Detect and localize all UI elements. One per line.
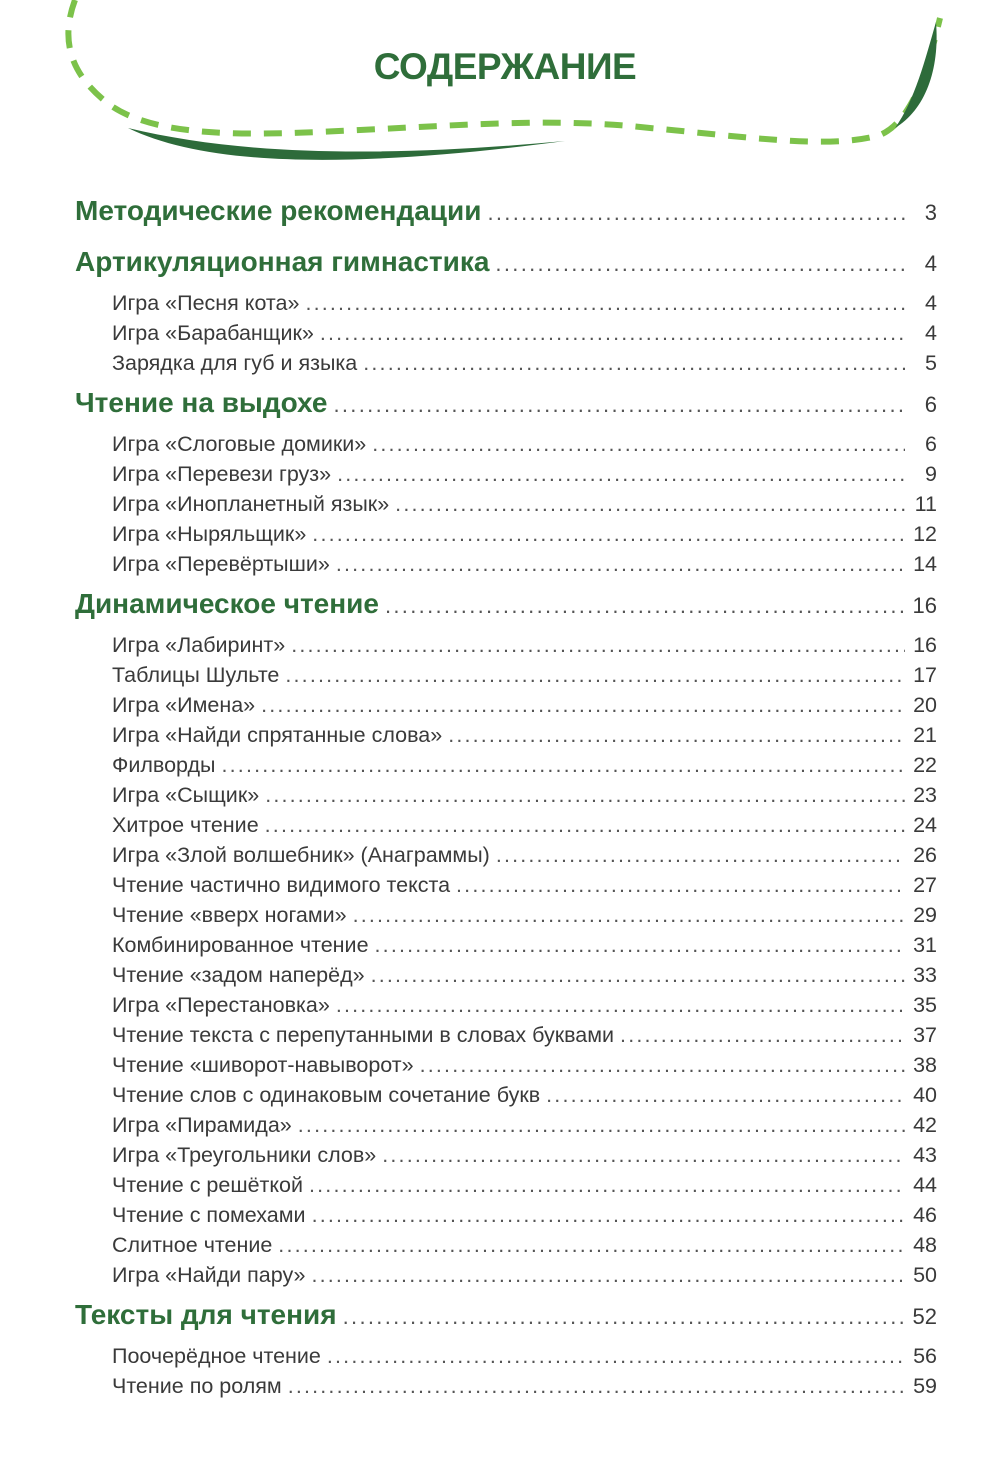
- entry-title: Игра «Треугольники слов»: [112, 1143, 377, 1167]
- page-number: 24: [913, 813, 937, 837]
- section-title: Артикуляционная гимнастика: [75, 246, 490, 277]
- page-number: 42: [913, 1113, 937, 1137]
- page-number: 21: [913, 723, 937, 747]
- dot-leader: [456, 873, 905, 898]
- table-of-contents: [0, 195, 1000, 1404]
- toc-entry[interactable]: [112, 321, 937, 351]
- dot-leader: [375, 933, 905, 958]
- page-number: 16: [913, 633, 937, 657]
- page-number: 14: [913, 552, 937, 576]
- toc-section-heading[interactable]: [75, 1299, 937, 1344]
- dot-leader: [312, 522, 905, 547]
- entry-title: Игра «Слоговые домики»: [112, 432, 367, 456]
- dot-leader: [298, 1113, 905, 1138]
- entry-title: Филворды: [112, 753, 216, 777]
- page-number: 11: [914, 492, 937, 516]
- page-number: 33: [913, 963, 937, 987]
- dot-leader: [448, 723, 905, 748]
- toc-entry[interactable]: [112, 723, 937, 753]
- entry-title: Игра «Перевези груз»: [112, 462, 332, 486]
- toc-entry[interactable]: [112, 783, 937, 813]
- page-number: 50: [913, 1263, 937, 1287]
- toc-entry[interactable]: [112, 1203, 937, 1233]
- entry-title: Чтение «шиворот-навыворот»: [112, 1053, 414, 1077]
- dot-leader: [309, 1173, 905, 1198]
- toc-section: [0, 1299, 1000, 1404]
- entry-title: Игра «Ныряльщик»: [112, 522, 307, 546]
- toc-entry[interactable]: [112, 1143, 937, 1173]
- page-number: 4: [924, 251, 937, 276]
- entry-title: Таблицы Шульте: [112, 663, 280, 687]
- toc-entry[interactable]: [112, 291, 937, 321]
- toc-entry[interactable]: [112, 1053, 937, 1083]
- toc-entry[interactable]: [112, 993, 937, 1023]
- dot-leader: [327, 1344, 905, 1369]
- toc-entry[interactable]: [112, 753, 937, 783]
- dot-leader: [285, 663, 905, 688]
- page-number: 20: [913, 693, 937, 717]
- page-number: 16: [912, 593, 937, 618]
- entry-title: Чтение по ролям: [112, 1374, 282, 1398]
- page-number: 59: [913, 1374, 937, 1398]
- page-number: 6: [925, 432, 937, 456]
- entry-title: Чтение с помехами: [112, 1203, 306, 1227]
- page-number: 9: [925, 462, 937, 486]
- dot-leader: [382, 1143, 905, 1168]
- page-number: 38: [913, 1053, 937, 1077]
- dot-leader: [343, 1304, 905, 1330]
- page-number: 43: [913, 1143, 937, 1167]
- entry-title: Комбинированное чтение: [112, 933, 369, 957]
- dot-leader: [620, 1023, 905, 1048]
- entry-title: Хитрое чтение: [112, 813, 259, 837]
- entry-title: Игра «Барабанщик»: [112, 321, 314, 345]
- toc-entry[interactable]: [112, 462, 937, 492]
- page-number: 22: [913, 753, 937, 777]
- section-title: Тексты для чтения: [75, 1299, 337, 1330]
- toc-entry[interactable]: [112, 1233, 937, 1263]
- toc-section: [0, 195, 1000, 240]
- toc-section-heading[interactable]: [75, 195, 937, 240]
- dot-leader: [371, 963, 905, 988]
- toc-section-heading[interactable]: [75, 588, 937, 633]
- page-number: 26: [913, 843, 937, 867]
- dot-leader: [312, 1203, 905, 1228]
- entry-title: Игра «Инопланетный язык»: [112, 492, 390, 516]
- entry-title: Игра «Сыщик»: [112, 783, 260, 807]
- page-number: 4: [925, 291, 937, 315]
- section-title: Методические рекомендации: [75, 195, 482, 226]
- entry-title: Игра «Пирамида»: [112, 1113, 292, 1137]
- toc-entry[interactable]: [112, 663, 937, 693]
- page-number: 29: [913, 903, 937, 927]
- page-number: 12: [913, 522, 937, 546]
- dot-leader: [372, 432, 905, 457]
- toc-entry[interactable]: [112, 351, 937, 381]
- dot-leader: [333, 392, 905, 418]
- entry-title: Игра «Злой волшебник» (Анаграммы): [112, 843, 490, 867]
- entry-title: Чтение «задом наперёд»: [112, 963, 365, 987]
- toc-entry[interactable]: [112, 1263, 937, 1293]
- toc-entry[interactable]: [112, 1344, 937, 1374]
- dot-leader: [487, 200, 905, 226]
- toc-section: [0, 246, 1000, 381]
- dot-leader: [395, 492, 905, 517]
- toc-entry[interactable]: [112, 432, 937, 462]
- page-number: 23: [913, 783, 937, 807]
- page-number: 31: [913, 933, 937, 957]
- dot-leader: [336, 993, 905, 1018]
- page-number: 40: [913, 1083, 937, 1107]
- entry-title: Зарядка для губ и языка: [112, 351, 358, 375]
- dot-leader: [222, 753, 905, 778]
- page-number: 5: [925, 351, 937, 375]
- dot-leader: [261, 693, 905, 718]
- dot-leader: [311, 1263, 905, 1288]
- page-number: 27: [913, 873, 937, 897]
- page-number: 35: [913, 993, 937, 1017]
- page-number: 3: [924, 200, 937, 225]
- toc-entry[interactable]: [112, 1023, 937, 1053]
- dot-leader: [320, 321, 905, 346]
- toc-entry[interactable]: [112, 1374, 937, 1404]
- dot-leader: [336, 552, 905, 577]
- page-number: 6: [924, 392, 937, 417]
- toc-section: [0, 387, 1000, 582]
- toc-section-heading[interactable]: [75, 387, 937, 432]
- toc-entry[interactable]: [112, 843, 937, 873]
- toc-entry[interactable]: [112, 963, 937, 993]
- page-number: 56: [913, 1344, 937, 1368]
- dot-leader: [420, 1053, 905, 1078]
- page-number: 48: [913, 1233, 937, 1257]
- entry-title: Слитное чтение: [112, 1233, 273, 1257]
- toc-entry[interactable]: [112, 693, 937, 723]
- page-title: СОДЕРЖАНИЕ: [373, 46, 637, 87]
- toc-entry[interactable]: [112, 522, 937, 552]
- entry-title: Игра «Песня кота»: [112, 291, 300, 315]
- entry-title: Чтение частично видимого текста: [112, 873, 451, 897]
- dot-leader: [495, 251, 905, 277]
- page-number: 37: [913, 1023, 937, 1047]
- dot-leader: [291, 633, 905, 658]
- toc-entry[interactable]: [112, 492, 937, 522]
- page-number: 4: [925, 321, 937, 345]
- toc-entry[interactable]: [112, 1173, 937, 1203]
- green-swoosh: [128, 128, 565, 160]
- dot-leader: [288, 1374, 905, 1399]
- toc-entry[interactable]: [112, 552, 937, 582]
- toc-entry[interactable]: [112, 873, 937, 903]
- entry-title: Игра «Найди спрятанные слова»: [112, 723, 443, 747]
- toc-entry[interactable]: [112, 933, 937, 963]
- entry-title: Игра «Перестановка»: [112, 993, 330, 1017]
- page-number: 17: [913, 663, 937, 687]
- dot-leader: [385, 593, 905, 619]
- page-number: 52: [912, 1304, 937, 1329]
- dot-leader: [546, 1083, 905, 1108]
- page-number: 46: [913, 1203, 937, 1227]
- section-title: Чтение на выдохе: [75, 387, 328, 418]
- dot-leader: [278, 1233, 905, 1258]
- entry-title: Игра «Лабиринт»: [112, 633, 286, 657]
- header-decoration: [0, 0, 1000, 200]
- entry-title: Игра «Найди пару»: [112, 1263, 306, 1287]
- dot-leader: [496, 843, 905, 868]
- entry-title: Игра «Перевёртыши»: [112, 552, 330, 576]
- toc-entry[interactable]: [112, 903, 937, 933]
- dot-leader: [353, 903, 905, 928]
- entry-title: Чтение с решёткой: [112, 1173, 304, 1197]
- entry-title: Игра «Имена»: [112, 693, 256, 717]
- dot-leader: [265, 813, 905, 838]
- page-number: 44: [913, 1173, 937, 1197]
- toc-entry[interactable]: [112, 633, 937, 663]
- toc-entry[interactable]: [112, 1113, 937, 1143]
- section-title: Динамическое чтение: [75, 588, 379, 619]
- dot-leader: [337, 462, 905, 487]
- entry-title: Чтение «вверх ногами»: [112, 903, 347, 927]
- entry-title: Чтение текста с перепутанными в словах буквами: [112, 1023, 615, 1047]
- dot-leader: [305, 291, 905, 316]
- toc-section-heading[interactable]: [75, 246, 937, 291]
- entry-title: Поочерёдное чтение: [112, 1344, 321, 1368]
- toc-section: [0, 588, 1000, 1293]
- dot-leader: [265, 783, 905, 808]
- dot-leader: [363, 351, 905, 376]
- toc-entry[interactable]: [112, 1083, 937, 1113]
- toc-entry[interactable]: [112, 813, 937, 843]
- entry-title: Чтение слов с одинаковым сочетание букв: [112, 1083, 541, 1107]
